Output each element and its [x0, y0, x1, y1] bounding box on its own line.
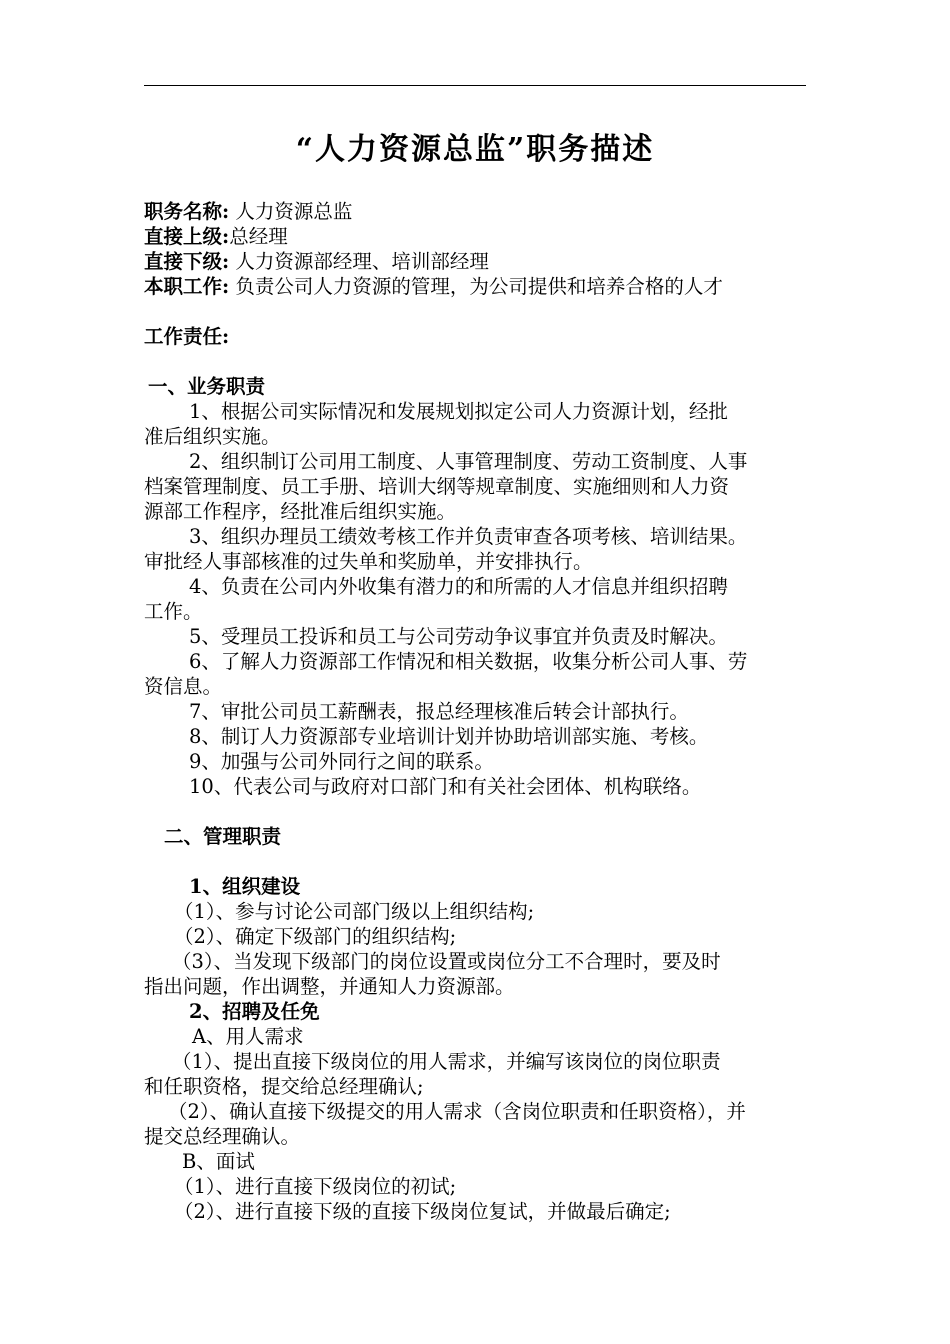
section1-line: 9、加强与公司外同行之间的联系。 — [189, 750, 494, 773]
spacer — [144, 799, 808, 824]
section1-line: 源部工作程序，经批准后组织实施。 — [144, 500, 457, 523]
section1-line: 1、根据公司实际情况和发展规划拟定公司人力资源计划，经批 — [189, 400, 728, 423]
section1-line: 10、代表公司与政府对口部门和有关社会团体、机构联络。 — [189, 775, 702, 798]
superior-label: 直接上级: — [144, 225, 230, 248]
page-title: “人力资源总监”职务描述 — [295, 132, 655, 167]
sub2-a-heading: A、用人需求 — [192, 1025, 304, 1048]
section1-line: 准后组织实施。 — [144, 425, 281, 448]
sub2-b-line: （1）、进行直接下级岗位的初试; — [174, 1175, 457, 1198]
sub1-line: （3）、当发现下级部门的岗位设置或岗位分工不合理时，要及时 — [172, 950, 721, 973]
sub2-heading: 2、招聘及任免 — [189, 1000, 320, 1023]
subordinate-row — [144, 249, 808, 274]
section2-heading: 二、管理职责 — [164, 825, 282, 848]
job-name-row — [144, 199, 808, 224]
job-name-value: 人力资源总监 — [235, 200, 353, 223]
section1-heading: 一、业务职责 — [148, 375, 266, 398]
sub2-a-line: （2）、确认直接下级提交的用人需求（含岗位职责和任职资格），并 — [168, 1100, 746, 1123]
sub1-heading: 1、组织建设 — [189, 875, 301, 898]
spacer — [144, 349, 808, 374]
section1-line: 工作。 — [144, 600, 203, 623]
section1-line: 审批经人事部核准的过失单和奖励单，并安排执行。 — [144, 550, 593, 573]
sub2-b-heading: B、面试 — [182, 1150, 255, 1173]
spacer — [144, 849, 808, 874]
duty-value: 负责公司人力资源的管理，为公司提供和培养合格的人才 — [235, 275, 723, 298]
section1-line: 4、负责在公司内外收集有潜力的和所需的人才信息并组织招聘 — [189, 575, 728, 598]
section1-line: 资信息。 — [144, 675, 223, 698]
superior-value: 总经理 — [229, 225, 288, 248]
section1-line: 2、组织制订公司用工制度、人事管理制度、劳动工资制度、人事 — [189, 450, 748, 473]
sub2-a-line: 提交总经理确认。 — [144, 1125, 301, 1148]
sub2-a-line: （1）、提出直接下级岗位的用人需求，并编写该岗位的岗位职责 — [172, 1050, 721, 1073]
section1-line: 8、制订人力资源部专业培训计划并协助培训部实施、考核。 — [189, 725, 709, 748]
job-name-label: 职务名称: — [144, 200, 230, 223]
document-body — [144, 199, 808, 1224]
sub1-line: （2）、确定下级部门的组织结构; — [174, 925, 457, 948]
section1-line: 档案管理制度、员工手册、培训大纲等规章制度、实施细则和人力资 — [144, 475, 730, 498]
sub2-a-line: 和任职资格，提交给总经理确认; — [144, 1075, 424, 1098]
section1-line: 5、受理员工投诉和员工与公司劳动争议事宜并负责及时解决。 — [189, 625, 728, 648]
subordinate-value: 人力资源部经理、培训部经理 — [235, 250, 489, 273]
sub1-line: 指出问题，作出调整，并通知人力资源部。 — [144, 975, 515, 998]
sub1-line: （1）、参与讨论公司部门级以上组织结构; — [174, 900, 535, 923]
duty-label: 本职工作: — [144, 275, 230, 298]
section1-line: 3、组织办理员工绩效考核工作并负责审查各项考核、培训结果。 — [189, 525, 748, 548]
section1-line: 6、了解人力资源部工作情况和相关数据，收集分析公司人事、劳 — [189, 650, 748, 673]
responsibilities-heading: 工作责任: — [144, 325, 230, 348]
duty-row — [144, 274, 808, 299]
sub2-b-line: （2）、进行直接下级的直接下级岗位复试，并做最后确定; — [174, 1200, 671, 1223]
section1-line: 7、审批公司员工薪酬表，报总经理核准后转会计部执行。 — [189, 700, 689, 723]
spacer — [144, 299, 808, 324]
superior-row — [144, 224, 808, 249]
header-rule — [144, 85, 806, 86]
subordinate-label: 直接下级: — [144, 250, 230, 273]
